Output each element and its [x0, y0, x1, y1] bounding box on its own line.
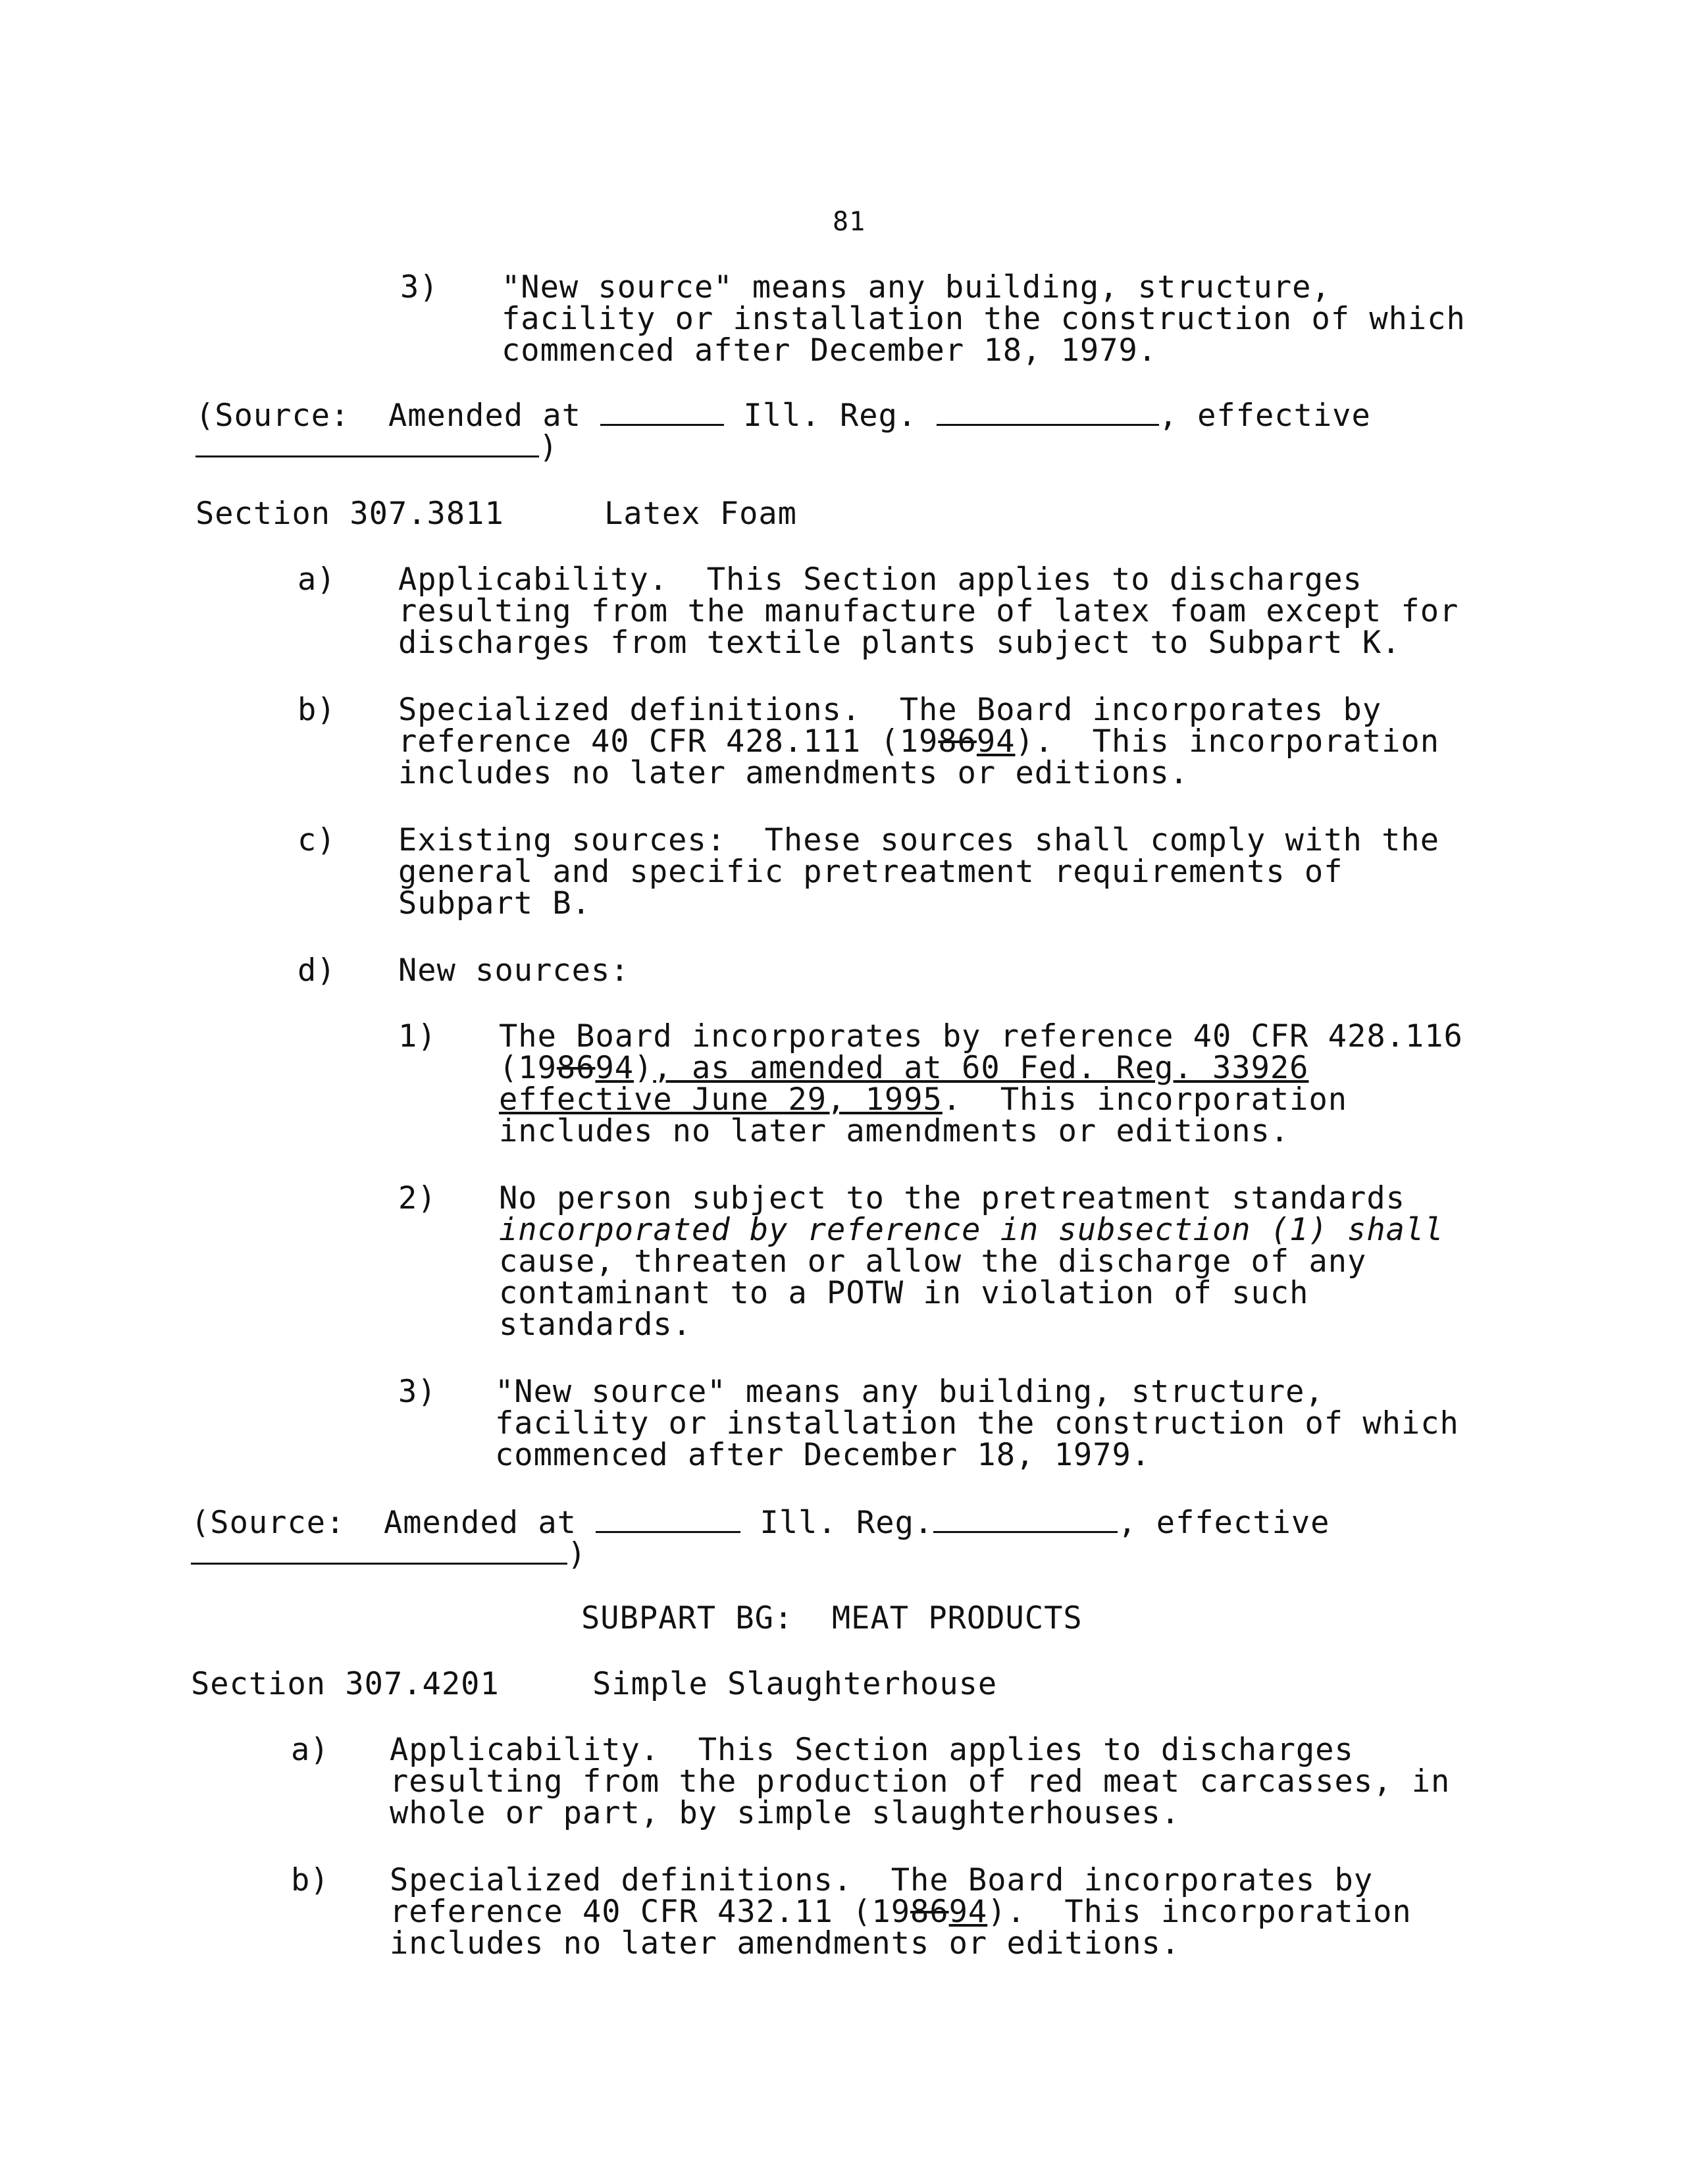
text-span: ) [634, 1050, 654, 1086]
paragraph-line: Specialized definitions. The Board incorporates by [390, 1862, 1374, 1898]
paragraph-line: facility or installation the construction of which [495, 1405, 1459, 1442]
paragraph-line: cause, threaten or allow the discharge of any [499, 1243, 1367, 1280]
source-amended: Amended at [388, 398, 581, 434]
paragraph-line: contaminant to a POTW in violation of such [499, 1275, 1309, 1311]
paragraph-line: standards. [499, 1307, 692, 1343]
source-reg: Ill. Reg. [743, 398, 918, 434]
paragraph-line: No person subject to the pretreatment standards [499, 1180, 1405, 1216]
deleted-text: 86 [938, 723, 977, 760]
paragraph-line [499, 1052, 1308, 1085]
paragraph-line: includes no later amendments or editions. [398, 755, 1189, 791]
inserted-text: 94 [948, 1894, 988, 1930]
paragraph-line [398, 725, 1439, 758]
paragraph-line: commenced after December 18, 1979. [495, 1437, 1151, 1473]
item-marker: d) [297, 952, 336, 989]
blank-line [596, 1506, 740, 1533]
source-amended: Amended at [383, 1505, 577, 1541]
blank-line [933, 1506, 1118, 1533]
blank-line [195, 430, 539, 457]
text-span: (19 [499, 1050, 557, 1086]
paragraph-line: discharges from textile plants subject to Subpart K. [398, 625, 1401, 661]
close-paren: ) [567, 1536, 587, 1573]
text-span: . This incorporation [942, 1081, 1348, 1118]
source-effective: , effective [1118, 1505, 1330, 1541]
source-note [195, 399, 1371, 432]
text-span: reference 40 CFR 428.111 (19 [398, 723, 939, 760]
section-title: Simple Slaughterhouse [592, 1666, 998, 1702]
paragraph-line: The Board incorporates by reference 40 CFR 428.116 [499, 1018, 1463, 1054]
item-marker: 3) [398, 1374, 437, 1410]
paragraph-line: "New source" means any building, structure, [495, 1374, 1324, 1410]
paragraph-line: resulting from the manufacture of latex foam except for [398, 593, 1459, 629]
paragraph-line [390, 1896, 1412, 1929]
paragraph-line: facility or installation the construction of which [502, 301, 1466, 337]
item-marker: 3) [400, 269, 439, 305]
close-paren: ) [539, 429, 559, 465]
item-marker: b) [297, 692, 336, 728]
paragraph-line: incorporated by reference in subsection (1) shall [499, 1212, 1444, 1248]
text-span: ). This incorporation [1015, 723, 1440, 760]
deleted-text: 86 [556, 1050, 596, 1086]
section-title: Latex Foam [604, 496, 797, 532]
deleted-text: 86 [910, 1894, 949, 1930]
item-marker: c) [297, 822, 336, 858]
item-marker: a) [291, 1732, 330, 1768]
paragraph-line: Subpart B. [398, 885, 591, 922]
source-effective: , effective [1158, 398, 1371, 434]
item-marker: a) [297, 561, 336, 598]
item-marker: b) [291, 1862, 330, 1898]
paragraph-line: includes no later amendments or editions. [499, 1113, 1290, 1149]
blank-line [191, 1538, 567, 1565]
text-span: ). This incorporation [987, 1894, 1412, 1930]
text-span: reference 40 CFR 432.11 (19 [390, 1894, 911, 1930]
paragraph-line: Specialized definitions. The Board incorporates by [398, 692, 1382, 728]
blank-line [937, 399, 1159, 426]
page-number: 81 [833, 207, 866, 237]
source-note [191, 1506, 1330, 1540]
section-number: Section 307.3811 [195, 496, 504, 532]
source-label: (Source: [191, 1505, 346, 1541]
paragraph-line: Existing sources: These sources shall comply with the [398, 822, 1440, 858]
paragraph-line: resulting from the production of red meat carcasses, in [390, 1763, 1451, 1800]
source-reg: Ill. Reg. [760, 1505, 934, 1541]
source-note-close [191, 1538, 586, 1571]
paragraph-line: New sources: [398, 952, 630, 989]
section-number: Section 307.4201 [191, 1666, 500, 1702]
inserted-text: , as amended at 60 Fed. Reg. 33926 [653, 1050, 1309, 1086]
paragraph-line [499, 1083, 1347, 1116]
subpart-heading: SUBPART BG: MEAT PRODUCTS [581, 1600, 1083, 1636]
inserted-text: effective June 29, 1995 [499, 1081, 943, 1118]
inserted-text: 94 [595, 1050, 634, 1086]
blank-line [600, 399, 724, 426]
paragraph-line: Applicability. This Section applies to discharges [390, 1732, 1354, 1768]
source-note-close [195, 430, 558, 464]
paragraph-line: Applicability. This Section applies to discharges [398, 561, 1362, 598]
item-marker: 1) [398, 1018, 437, 1054]
inserted-text: 94 [976, 723, 1016, 760]
item-marker: 2) [398, 1180, 437, 1216]
paragraph-line: whole or part, by simple slaughterhouses. [390, 1795, 1181, 1831]
paragraph-line: "New source" means any building, structure, [502, 269, 1331, 305]
paragraph-line: commenced after December 18, 1979. [502, 332, 1158, 369]
paragraph-line: includes no later amendments or editions. [390, 1925, 1181, 1962]
paragraph-line: general and specific pretreatment requirements of [398, 854, 1343, 890]
source-label: (Source: [195, 398, 350, 434]
